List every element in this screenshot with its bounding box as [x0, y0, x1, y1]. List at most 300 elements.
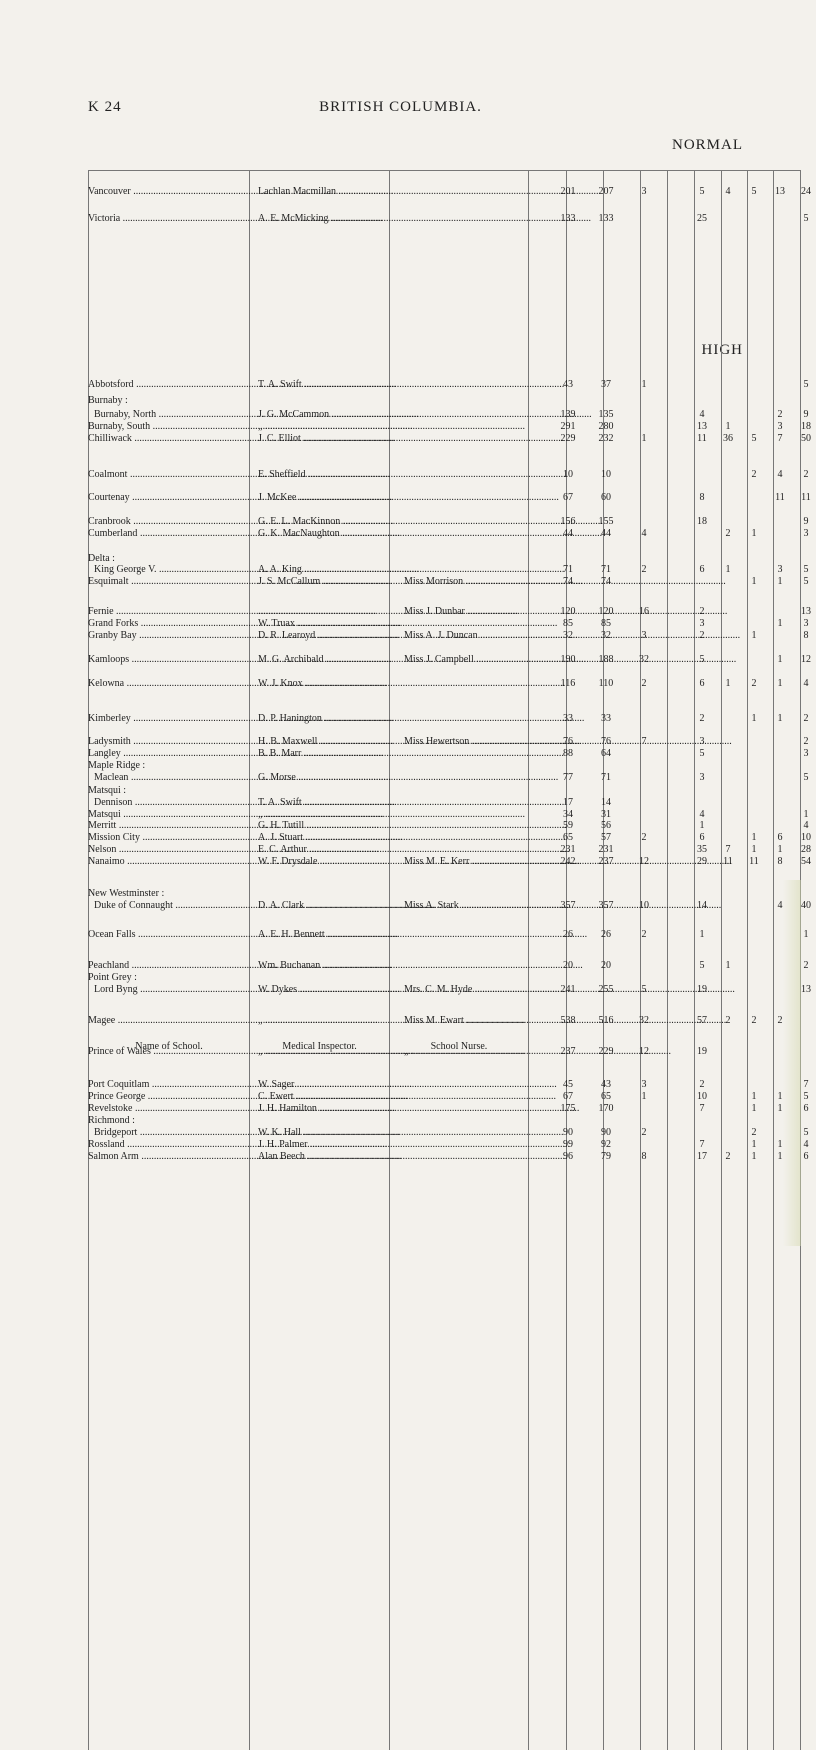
examined-cell: 229: [591, 1046, 621, 1058]
examined-cell: 188: [591, 654, 621, 666]
malnutrition-cell: 32: [629, 654, 659, 666]
vision-cell: 2: [692, 606, 712, 618]
enrolled-cell: 241: [553, 984, 583, 996]
nurse-name-cell: Miss J. Campbell .....: [404, 654, 547, 666]
malnutrition-cell: 3: [629, 186, 659, 198]
vision-cell: 6: [692, 678, 712, 690]
malnutrition-cell: 3: [629, 630, 659, 642]
malnutrition-cell: 16: [629, 606, 659, 618]
tonsils-cell: 50: [796, 433, 816, 445]
school-name-cell: Coalmont .....: [88, 469, 248, 481]
examined-cell: 10: [591, 469, 621, 481]
tonsils-cell: 5: [796, 772, 816, 784]
nurse-name-cell: Miss A. J. Duncan .....: [404, 630, 547, 642]
inspector-name-cell: W. F. Drysdale .....: [258, 856, 401, 868]
header-school: Name of School.: [89, 171, 250, 1750]
nurse-name-cell: Miss A. Stark .....: [404, 900, 547, 912]
vision-cell: 8: [692, 492, 712, 504]
adenoids-cell: 1: [770, 1139, 790, 1151]
nasal-cell: 11: [744, 856, 764, 868]
hearing-cell: 1: [718, 421, 738, 433]
nasal-cell: 1: [744, 832, 764, 844]
inspector-name-cell: J. H. Palmer .....: [258, 1139, 401, 1151]
tonsils-cell: 18: [796, 421, 816, 433]
enrolled-cell: 34: [553, 809, 583, 821]
tonsils-cell: 4: [796, 678, 816, 690]
school-name-cell: Cranbrook .....: [88, 516, 248, 528]
malnutrition-cell: 1: [629, 433, 659, 445]
tonsils-cell: 4: [796, 1139, 816, 1151]
inspector-name-cell: A. E. H. Bennett .....: [258, 929, 401, 941]
vision-cell: 19: [692, 1046, 712, 1058]
school-name-cell: Victoria .....: [88, 213, 248, 225]
school-name-cell: Burnaby, North .....: [94, 409, 254, 421]
nasal-cell: 2: [744, 1127, 764, 1139]
tonsils-cell: 5: [796, 379, 816, 391]
examined-cell: 79: [591, 1151, 621, 1163]
school-name-cell: Kimberley .....: [88, 713, 248, 725]
enrolled-cell: 43: [553, 379, 583, 391]
malnutrition-cell: 12: [629, 856, 659, 868]
examined-cell: 14: [591, 797, 621, 809]
tonsils-cell: 2: [796, 469, 816, 481]
vision-cell: 4: [692, 409, 712, 421]
enrolled-cell: 77: [553, 772, 583, 784]
tonsils-cell: 5: [796, 576, 816, 588]
malnutrition-cell: 5: [629, 984, 659, 996]
inspector-name-cell: W. Truax .....: [258, 618, 401, 630]
header-adenoids: [748, 171, 774, 1750]
vision-cell: 57: [692, 1015, 712, 1027]
vision-cell: 10: [692, 1091, 712, 1103]
inspector-name-cell: M. G. Archibald .....: [258, 654, 401, 666]
malnutrition-cell: 32: [629, 1015, 659, 1027]
vision-cell: 7: [692, 1139, 712, 1151]
adenoids-cell: 1: [770, 678, 790, 690]
enrolled-cell: 156: [553, 516, 583, 528]
inspector-name-cell: A. A. King .....: [258, 564, 401, 576]
inspector-name-cell: C. Ewert .....: [258, 1091, 401, 1103]
enrolled-cell: 67: [553, 492, 583, 504]
enrolled-cell: 538: [553, 1015, 583, 1027]
inspector-name-cell: A. E. McMicking .....: [258, 213, 401, 225]
adenoids-cell: 1: [770, 1103, 790, 1115]
school-name-cell: Prince George .....: [88, 1091, 248, 1103]
inspector-name-cell: E. C. Arthur .....: [258, 844, 401, 856]
school-name-cell: Richmond :: [88, 1115, 135, 1127]
examined-cell: 76: [591, 736, 621, 748]
tonsils-cell: 13: [796, 984, 816, 996]
examined-cell: 110: [591, 678, 621, 690]
nurse-name-cell: Mrs. C. M. Hyde .....: [404, 984, 547, 996]
vision-cell: 3: [692, 736, 712, 748]
examined-cell: 20: [591, 960, 621, 972]
tonsils-cell: 54: [796, 856, 816, 868]
inspector-name-cell: W. Sager .....: [258, 1079, 401, 1091]
examined-cell: 44: [591, 528, 621, 540]
nurse-name-cell: „ .....: [404, 1046, 547, 1058]
malnutrition-cell: 10: [629, 900, 659, 912]
vision-cell: 4: [692, 809, 712, 821]
school-name-cell: Maple Ridge :: [88, 760, 145, 772]
school-name-cell: Esquimalt .....: [88, 576, 248, 588]
enrolled-cell: 20: [553, 960, 583, 972]
enrolled-cell: 17: [553, 797, 583, 809]
enrolled-cell: 242: [553, 856, 583, 868]
nurse-name-cell: Miss J. Dunbar .....: [404, 606, 547, 618]
examined-cell: 231: [591, 844, 621, 856]
adenoids-cell: 3: [770, 564, 790, 576]
nasal-cell: 1: [744, 1091, 764, 1103]
tonsils-cell: 8: [796, 630, 816, 642]
adenoids-cell: 2: [770, 1015, 790, 1027]
inspector-name-cell: W. Dykes .....: [258, 984, 401, 996]
adenoids-cell: 4: [770, 900, 790, 912]
nasal-cell: 1: [744, 630, 764, 642]
inspector-name-cell: J. McKee .....: [258, 492, 401, 504]
examined-cell: 43: [591, 1079, 621, 1091]
vision-cell: 18: [692, 516, 712, 528]
enrolled-cell: 139: [553, 409, 583, 421]
enrolled-cell: 229: [553, 433, 583, 445]
inspector-name-cell: [258, 606, 401, 618]
school-name-cell: Ocean Falls .....: [88, 929, 248, 941]
school-name-cell: Dennison .....: [94, 797, 254, 809]
hearing-cell: 36: [718, 433, 738, 445]
enrolled-cell: 116: [553, 678, 583, 690]
malnutrition-cell: 12: [629, 1046, 659, 1058]
examined-cell: 26: [591, 929, 621, 941]
page-number: K 24: [88, 99, 122, 116]
school-name-cell: Bridgeport .....: [94, 1127, 254, 1139]
adenoids-cell: 11: [770, 492, 790, 504]
tonsils-cell: 2: [796, 713, 816, 725]
school-name-cell: King George V. .....: [94, 564, 254, 576]
school-name-cell: Revelstoke .....: [88, 1103, 248, 1115]
vision-cell: 6: [692, 564, 712, 576]
school-name-cell: Kelowna .....: [88, 678, 248, 690]
enrolled-cell: 85: [553, 618, 583, 630]
nasal-cell: 1: [744, 1139, 764, 1151]
header-nurse: School Nurse.: [390, 171, 529, 1750]
examined-cell: 207: [591, 186, 621, 198]
enrolled-cell: 96: [553, 1151, 583, 1163]
vision-cell: 25: [692, 213, 712, 225]
nurse-name-cell: Miss M. Ewart .....: [404, 1015, 547, 1027]
inspector-name-cell: T. A. Swift .....: [258, 379, 401, 391]
inspector-name-cell: D. R. Learoyd .....: [258, 630, 401, 642]
examined-cell: 155: [591, 516, 621, 528]
examined-cell: 516: [591, 1015, 621, 1027]
tonsils-cell: 5: [796, 213, 816, 225]
inspector-name-cell: D. P. Hanington .....: [258, 713, 401, 725]
enrolled-cell: 231: [553, 844, 583, 856]
adenoids-cell: 7: [770, 433, 790, 445]
examined-cell: 64: [591, 748, 621, 760]
school-name-cell: Grand Forks .....: [88, 618, 248, 630]
tonsils-cell: 3: [796, 618, 816, 630]
school-name-cell: Courtenay .....: [88, 492, 248, 504]
enrolled-cell: 88: [553, 748, 583, 760]
school-name-cell: Point Grey :: [88, 972, 137, 984]
nasal-cell: 1: [744, 1103, 764, 1115]
adenoids-cell: 8: [770, 856, 790, 868]
inspector-name-cell: A. J. Stuart .....: [258, 832, 401, 844]
tonsils-cell: 3: [796, 528, 816, 540]
examined-cell: 92: [591, 1139, 621, 1151]
school-name-cell: Salmon Arm .....: [88, 1151, 248, 1163]
adenoids-cell: 1: [770, 1151, 790, 1163]
malnutrition-cell: 2: [629, 929, 659, 941]
school-name-cell: Abbotsford .....: [88, 379, 248, 391]
nurse-name-cell: Miss M. E. Kerr .....: [404, 856, 547, 868]
enrolled-cell: 32: [553, 630, 583, 642]
inspector-name-cell: T. A. Swift .....: [258, 797, 401, 809]
examined-cell: 56: [591, 820, 621, 832]
adenoids-cell: 6: [770, 832, 790, 844]
tonsils-cell: 12: [796, 654, 816, 666]
school-name-cell: Delta :: [88, 553, 115, 565]
examined-cell: 37: [591, 379, 621, 391]
nasal-cell: 2: [744, 678, 764, 690]
vision-cell: 5: [692, 654, 712, 666]
inspector-name-cell: J. H. Hamilton .....: [258, 1103, 401, 1115]
enrolled-cell: 175: [553, 1103, 583, 1115]
vision-cell: 3: [692, 772, 712, 784]
inspector-name-cell: „ .....: [258, 1015, 401, 1027]
school-name-cell: Mission City .....: [88, 832, 248, 844]
school-name-cell: Peachland .....: [88, 960, 248, 972]
adenoids-cell: 1: [770, 1091, 790, 1103]
page-edge-stain: [783, 880, 801, 1246]
school-name-cell: Burnaby, South .....: [88, 421, 248, 433]
tonsils-cell: 1: [796, 929, 816, 941]
hearing-cell: 7: [718, 844, 738, 856]
school-name-cell: Maclean .....: [94, 772, 254, 784]
vision-cell: 17: [692, 1151, 712, 1163]
inspector-name-cell: J. C. Elliot .....: [258, 433, 401, 445]
page-title: BRITISH COLUMBIA.: [0, 99, 801, 116]
examined-cell: 90: [591, 1127, 621, 1139]
malnutrition-cell: 2: [629, 832, 659, 844]
inspector-name-cell: D. A. Clark .....: [258, 900, 401, 912]
examined-cell: 133: [591, 213, 621, 225]
nasal-cell: 1: [744, 844, 764, 856]
nasal-cell: 1: [744, 528, 764, 540]
school-name-cell: Nelson .....: [88, 844, 248, 856]
inspector-name-cell: W. K. Hall .....: [258, 1127, 401, 1139]
vision-cell: 19: [692, 984, 712, 996]
examined-cell: 57: [591, 832, 621, 844]
malnutrition-cell: 2: [629, 1127, 659, 1139]
examined-cell: 31: [591, 809, 621, 821]
school-name-cell: Fernie .....: [88, 606, 248, 618]
vision-cell: 11: [692, 433, 712, 445]
malnutrition-cell: 1: [629, 1091, 659, 1103]
enrolled-cell: 74: [553, 576, 583, 588]
inspector-name-cell: B. B. Marr .....: [258, 748, 401, 760]
malnutrition-cell: 1: [629, 379, 659, 391]
tonsils-cell: 28: [796, 844, 816, 856]
tonsils-cell: 2: [796, 960, 816, 972]
tonsils-cell: 24: [796, 186, 816, 198]
inspector-name-cell: „ .....: [258, 421, 401, 433]
examined-cell: 237: [591, 856, 621, 868]
tonsils-cell: 5: [796, 1091, 816, 1103]
school-name-cell: Matsqui :: [88, 785, 126, 797]
examined-cell: 74: [591, 576, 621, 588]
examined-cell: 71: [591, 564, 621, 576]
hearing-cell: 2: [718, 528, 738, 540]
vision-cell: 13: [692, 421, 712, 433]
vision-cell: 2: [692, 713, 712, 725]
school-name-cell: Vancouver .....: [88, 186, 248, 198]
inspector-name-cell: W. J. Knox .....: [258, 678, 401, 690]
school-name-cell: Port Coquitlam .....: [88, 1079, 248, 1091]
inspector-name-cell: „ .....: [258, 1046, 401, 1058]
malnutrition-cell: 3: [629, 1079, 659, 1091]
adenoids-cell: 1: [770, 618, 790, 630]
tonsils-cell: 5: [796, 564, 816, 576]
vision-cell: 7: [692, 1103, 712, 1115]
school-name-cell: New Westminster :: [88, 888, 164, 900]
school-name-cell: Merritt .....: [88, 820, 248, 832]
hearing-cell: 1: [718, 564, 738, 576]
examined-cell: 232: [591, 433, 621, 445]
hearing-cell: 1: [718, 960, 738, 972]
examined-cell: 280: [591, 421, 621, 433]
header-vision: [668, 171, 695, 1750]
enrolled-cell: 71: [553, 564, 583, 576]
examined-cell: 170: [591, 1103, 621, 1115]
enrolled-cell: 133: [553, 213, 583, 225]
examined-cell: 32: [591, 630, 621, 642]
malnutrition-cell: 2: [629, 678, 659, 690]
nasal-cell: 1: [744, 1151, 764, 1163]
vision-cell: 14: [692, 900, 712, 912]
hearing-cell: 1: [718, 678, 738, 690]
inspector-name-cell: G. H. Tutill .....: [258, 820, 401, 832]
vision-cell: 5: [692, 960, 712, 972]
school-name-cell: Granby Bay .....: [88, 630, 248, 642]
section-heading-normal: NORMAL: [672, 137, 743, 154]
school-name-cell: Matsqui .....: [88, 809, 248, 821]
tonsils-cell: 4: [796, 820, 816, 832]
enrolled-cell: 59: [553, 820, 583, 832]
enrolled-cell: 33: [553, 713, 583, 725]
adenoids-cell: 1: [770, 844, 790, 856]
tonsils-cell: 11: [796, 492, 816, 504]
tonsils-cell: 10: [796, 832, 816, 844]
tonsils-cell: 6: [796, 1103, 816, 1115]
nurse-name-cell: Miss Morrison .....: [404, 576, 547, 588]
school-name-cell: Burnaby :: [88, 395, 128, 407]
enrolled-cell: 201: [553, 186, 583, 198]
school-name-cell: Cumberland .....: [88, 528, 248, 540]
inspector-name-cell: H. B. Maxwell .....: [258, 736, 401, 748]
adenoids-cell: 3: [770, 421, 790, 433]
adenoids-cell: 4: [770, 469, 790, 481]
school-name-cell: Chilliwack .....: [88, 433, 248, 445]
examined-cell: 357: [591, 900, 621, 912]
examined-cell: 85: [591, 618, 621, 630]
inspector-name-cell: Wm. Buchanan .....: [258, 960, 401, 972]
adenoids-cell: 1: [770, 576, 790, 588]
school-name-cell: Lord Byng .....: [94, 984, 254, 996]
inspector-name-cell: J. G. McCammon .....: [258, 409, 401, 421]
examined-cell: 135: [591, 409, 621, 421]
tonsils-cell: 9: [796, 516, 816, 528]
inspector-name-cell: Lachlan Macmillan .....: [258, 186, 401, 198]
examined-cell: 65: [591, 1091, 621, 1103]
malnutrition-cell: 2: [629, 564, 659, 576]
hearing-cell: 11: [718, 856, 738, 868]
malnutrition-cell: 7: [629, 736, 659, 748]
nasal-cell: 5: [744, 433, 764, 445]
school-name-cell: Prince of Wales .....: [88, 1046, 248, 1058]
nurse-name-cell: Miss Hewertson .....: [404, 736, 547, 748]
vision-cell: 2: [692, 630, 712, 642]
adenoids-cell: 13: [770, 186, 790, 198]
nasal-cell: 2: [744, 1015, 764, 1027]
vision-cell: 1: [692, 929, 712, 941]
tonsils-cell: 40: [796, 900, 816, 912]
tonsils-cell: 3: [796, 748, 816, 760]
examined-cell: 33: [591, 713, 621, 725]
tonsils-cell: 7: [796, 1079, 816, 1091]
examined-cell: 255: [591, 984, 621, 996]
school-name-cell: Kamloops .....: [88, 654, 248, 666]
enrolled-cell: 357: [553, 900, 583, 912]
tonsils-cell: 9: [796, 409, 816, 421]
inspector-name-cell: E. Sheffield .....: [258, 469, 401, 481]
school-name-cell: Langley .....: [88, 748, 248, 760]
tonsils-cell: 13: [796, 606, 816, 618]
malnutrition-cell: 8: [629, 1151, 659, 1163]
adenoids-cell: 2: [770, 409, 790, 421]
adenoids-cell: 1: [770, 654, 790, 666]
tonsils-cell: 5: [796, 1127, 816, 1139]
vision-cell: 5: [692, 748, 712, 760]
enrolled-cell: 99: [553, 1139, 583, 1151]
enrolled-cell: 44: [553, 528, 583, 540]
enrolled-cell: 190: [553, 654, 583, 666]
vision-cell: 6: [692, 832, 712, 844]
tonsils-cell: 6: [796, 1151, 816, 1163]
examined-cell: 120: [591, 606, 621, 618]
enrolled-cell: 67: [553, 1091, 583, 1103]
inspector-name-cell: „ .....: [258, 809, 401, 821]
header-inspector: Medical Inspector.: [249, 171, 389, 1750]
enrolled-cell: 291: [553, 421, 583, 433]
school-name-cell: Nanaimo .....: [88, 856, 248, 868]
nasal-cell: 2: [744, 469, 764, 481]
vision-cell: 1: [692, 820, 712, 832]
inspector-name-cell: G. K. MacNaughton .....: [258, 528, 401, 540]
school-name-cell: Magee .....: [88, 1015, 248, 1027]
enrolled-cell: 237: [553, 1046, 583, 1058]
enrolled-cell: 65: [553, 832, 583, 844]
enrolled-cell: 120: [553, 606, 583, 618]
enrolled-cell: 10: [553, 469, 583, 481]
malnutrition-cell: 4: [629, 528, 659, 540]
inspector-name-cell: G. Morse .....: [258, 772, 401, 784]
inspector-name-cell: Alan Beech .....: [258, 1151, 401, 1163]
nasal-cell: 1: [744, 713, 764, 725]
tonsils-cell: 2: [796, 736, 816, 748]
enrolled-cell: 76: [553, 736, 583, 748]
header-mentality: [641, 171, 668, 1750]
